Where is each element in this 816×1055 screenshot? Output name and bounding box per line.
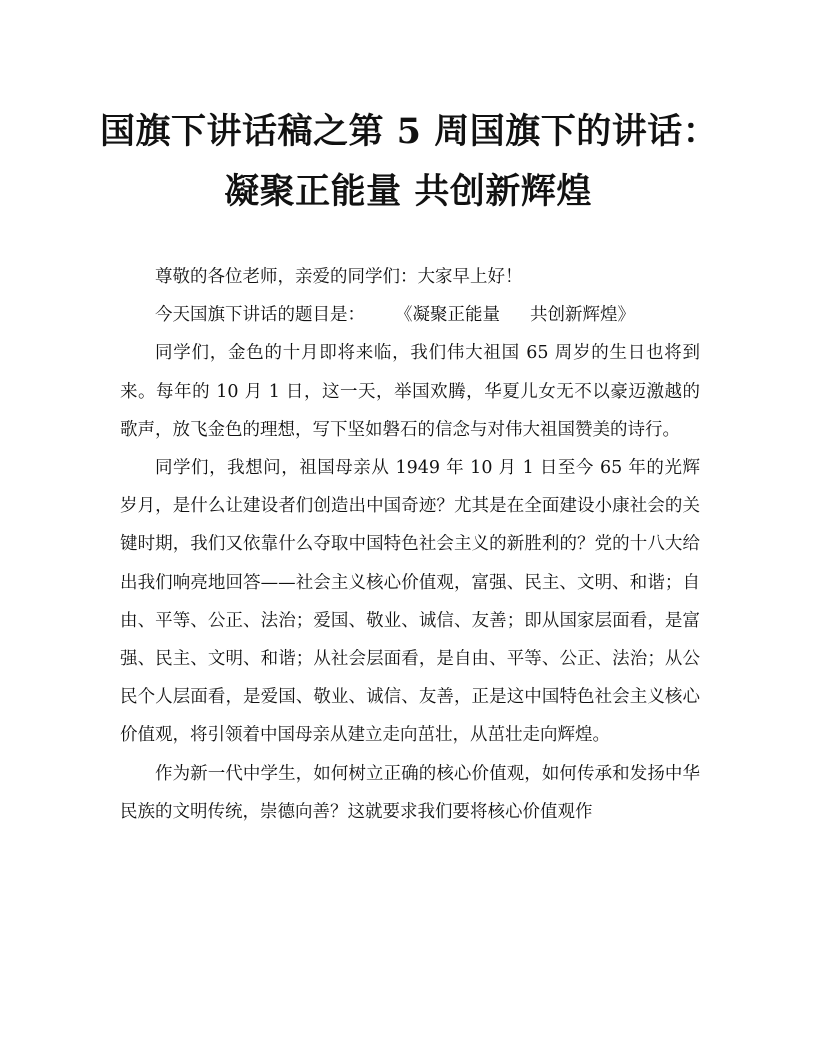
document-body [120,258,700,831]
topic-part2: 共创新辉煌》 [530,305,635,326]
greeting-paragraph: 尊敬的各位老师，亲爱的同学们：大家早上好！ [155,267,523,287]
body-paragraph-2: 同学们，我想问，祖国母亲从 1949 年 10 月 1 日至今 65 年的光辉岁月，是什么让建设者们创造出中国奇迹？尤其是在全面建设小康社会的关键时期，我们又依靠什么夺取中国特色社会主义的新胜利的？党的十八大给出我们响亮地回答——社会主义核心价值观，富强、民主、文明、和谐；自由、平等、公正、法治；爱国、敬业、诚信、友善；即从国家层面看，是富强、民主、文明、和谐；从社会层面看，是自由、平等、公正、法治；从公民个人层面看，是爱国、敬业、诚信、友善，正是这中国特色社会主义核心价值观，将引领着中国母亲从建立走向茁壮，从茁壮走向辉煌。 [120,458,700,746]
document-title-line1: 国旗下讲话稿之第 5 周国旗下的讲话： [100,111,719,152]
topic-paragraph [120,296,700,334]
topic-part1: 《凝聚正能量 [395,305,500,326]
topic-prefix: 今天国旗下讲话的题目是： [155,305,365,326]
document-title-line2: 凝聚正能量 共创新辉煌 [224,171,592,212]
body-paragraph-3: 作为新一代中学生，如何树立正确的核心价值观，如何传承和发扬中华民族的文明传统，崇德向善？这就要求我们要将核心价值观作 [120,763,700,822]
body-paragraph-1: 同学们，金色的十月即将来临，我们伟大祖国 65 周岁的生日也将到来。每年的 10 月 1 日，这一天，举国欢腾，华夏儿女无不以豪迈激越的歌声，放飞金色的理想，写下坚如磐石的信念与对伟大祖国赞美的诗行。 [120,343,700,440]
